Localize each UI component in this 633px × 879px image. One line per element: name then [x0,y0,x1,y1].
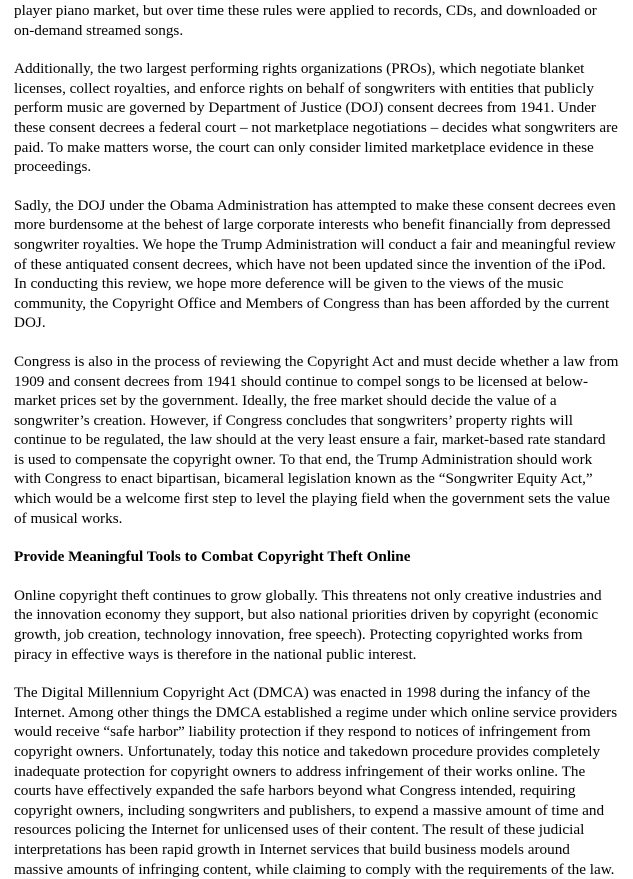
paragraph-copyright-act-review: Congress is also in the process of reviewing the Copyright Act and must decide whether a law from 1909 and consent decrees from 1941 should continue to compel songs to be licensed at below-market prices set by the government. Ideally, the free market should decide the value of a songwriter’s creation. However, if Congress concludes that songwriters’ property rights will continue to be regulated, the law should at the very least ensure a fair, market-based rate standard is used to compensate the copyright owner. To that end, the Trump Administration should work with Congress to enact bipartisan, bicameral legislation known as the “Songwriter Equity Act,” which would be a welcome first step to level the playing field when the government sets the value of musical works. [14,352,619,527]
paragraph-continued: player piano market, but over time these rules were applied to records, CDs, and downloaded or on-demand streamed songs. [14,2,597,39]
paragraph-doj-obama: Sadly, the DOJ under the Obama Administration has attempted to make these consent decrees even more burdensome at the behest of large corporate interests who benefit financially from depressed songwriter royalties. We hope the Trump Administration will conduct a fair and meaningful review of these antiquated consent decrees, which have not been updated since the invention of the iPod. In conducting this review, we hope more deference will be given to the views of the music community, the Copyright Office and Members of Congress than has been afforded by the current DOJ. [14,196,616,332]
paragraph-online-theft: Online copyright theft continues to grow globally. This threatens not only creative industries and the innovation economy they support, but also national priorities driven by copyright (economic growth, job creation, technology innovation, free speech). Protecting copyrighted works from piracy in effective ways is therefore in the national public interest. [14,586,602,663]
paragraph-pro-consent-decrees: Additionally, the two largest performing rights organizations (PROs), which negotiate blanket licenses, collect royalties, and enforce rights on behalf of songwriters with entities that publicly perform music are governed by Department of Justice (DOJ) consent decrees from 1941. Under these consent decrees a federal court – not marketplace negotiations – decides what songwriters are paid. To make matters worse, the court can only consider limited marketplace evidence in these proceedings. [14,60,618,176]
paragraph-dmca: The Digital Millennium Copyright Act (DMCA) was enacted in 1998 during the infancy of the Internet. Among other things the DMCA established a regime under which online service providers would receive “safe harbor” liability protection if they respond to notices of infringement from copyright owners. Unfortunately, today this notice and takedown procedure provides completely inadequate protection for copyright owners to address infringement of their works online. The courts have effectively expanded the safe harbors beyond what Congress intended, requiring copyright owners, including songwriters and publishers, to expend a massive amount of time and resources policing the Internet for unlicensed uses of their content. The result of these judicial interpretations has been rapid growth in Internet services that build business models around massive amounts of infringing content, while claiming to comply with the requirements of the law. [14,684,618,878]
paragraph-spacer [14,40,619,59]
section-heading: Provide Meaningful Tools to Combat Copyright Theft Online [14,548,411,566]
